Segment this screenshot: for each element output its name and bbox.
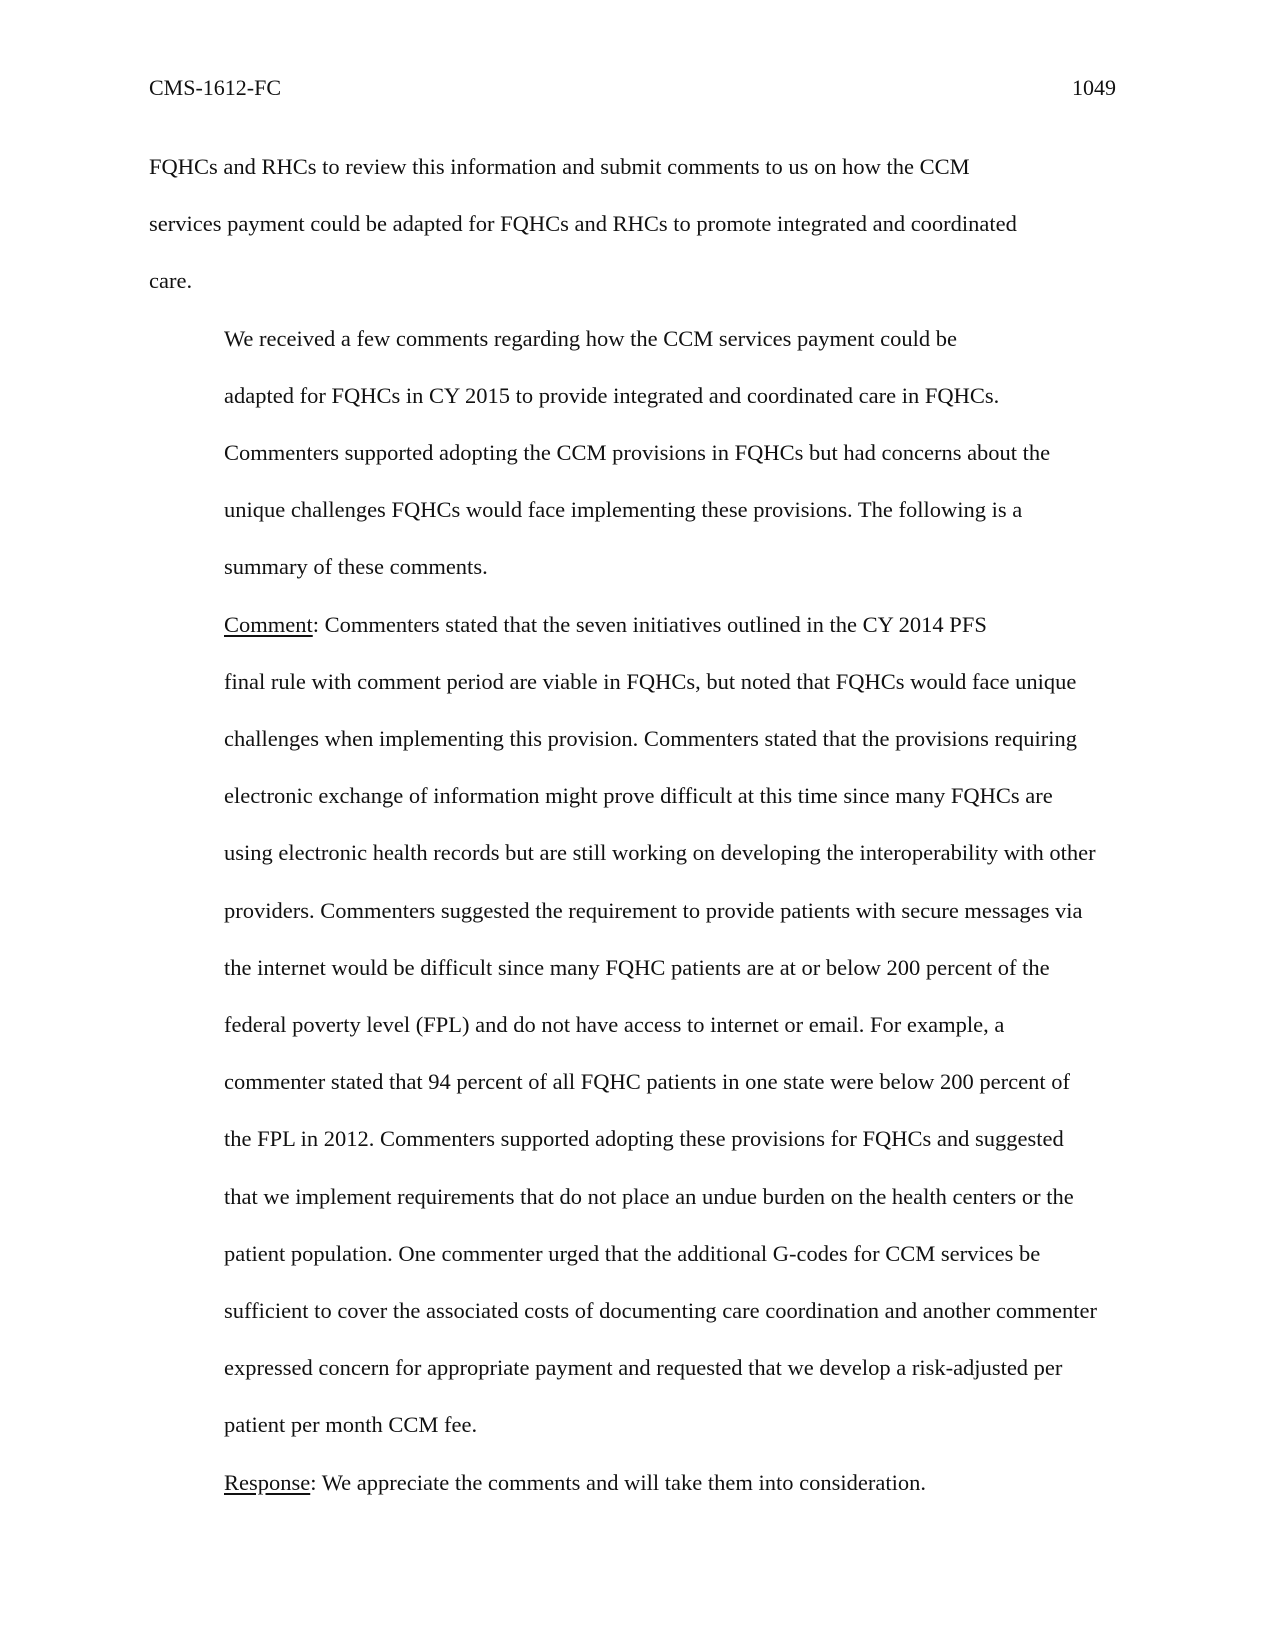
text-line <box>149 1454 1129 1511</box>
text-line: that we implement requirements that do not place an undue burden on the health centers or the <box>224 1183 1074 1209</box>
page-number: 1049 <box>1072 75 1116 100</box>
paragraph-comment <box>149 596 1129 1454</box>
text-line: using electronic health records but are still working on developing the interoperability with other <box>224 840 1096 866</box>
text-line: commenter stated that 94 percent of all FQHC patients in one state were below 200 percent of <box>224 1069 1070 1095</box>
document-body <box>149 138 1129 1511</box>
paragraph-intro <box>149 138 1129 310</box>
text-line: adapted for FQHCs in CY 2015 to provide integrated and coordinated care in FQHCs. <box>224 382 1000 408</box>
text-line: sufficient to cover the associated costs of documenting care coordination and another commenter <box>224 1298 1098 1324</box>
paragraph-comments-summary <box>149 310 1129 596</box>
text-line: We received a few comments regarding how the CCM services payment could be <box>224 325 957 351</box>
text-line: summary of these comments. <box>224 554 488 580</box>
text-line: electronic exchange of information might prove difficult at this time since many FQHCs are <box>224 783 1053 809</box>
text-line: federal poverty level (FPL) and do not have access to internet or email. For example, a <box>224 1012 1005 1038</box>
text-line <box>149 596 1129 653</box>
text-line: FQHCs and RHCs to review this information and submit comments to us on how the CCM <box>149 154 970 179</box>
response-label: Response <box>224 1469 311 1495</box>
comment-label: Comment <box>224 611 313 637</box>
text-line: the FPL in 2012. Commenters supported adopting these provisions for FQHCs and suggested <box>224 1126 1064 1152</box>
paragraph-response <box>149 1454 1129 1511</box>
text-line-rest: : We appreciate the comments and will take them into consideration. <box>310 1469 926 1495</box>
text-line: patient population. One commenter urged that the additional G-codes for CCM services be <box>224 1240 1041 1266</box>
text-line: patient per month CCM fee. <box>224 1412 478 1438</box>
text-line: expressed concern for appropriate payment and requested that we develop a risk-adjusted per <box>224 1355 1063 1381</box>
text-line: challenges when implementing this provision. Commenters stated that the provisions requiring <box>224 726 1077 752</box>
text-line: the internet would be difficult since many FQHC patients are at or below 200 percent of the <box>224 954 1050 980</box>
text-line: providers. Commenters suggested the requirement to provide patients with secure messages via <box>224 897 1083 923</box>
text-line: Commenters supported adopting the CCM provisions in FQHCs but had concerns about the <box>224 440 1051 466</box>
text-line-rest: : Commenters stated that the seven initiatives outlined in the CY 2014 PFS <box>312 611 987 637</box>
text-line: final rule with comment period are viable in FQHCs, but noted that FQHCs would face unique <box>224 668 1077 694</box>
page-header <box>149 72 1116 104</box>
text-line: services payment could be adapted for FQHCs and RHCs to promote integrated and coordinated <box>149 211 1017 237</box>
text-line: unique challenges FQHCs would face implementing these provisions. The following is a <box>224 497 1023 523</box>
document-id: CMS-1612-FC <box>149 75 282 100</box>
text-line: care. <box>149 268 193 294</box>
